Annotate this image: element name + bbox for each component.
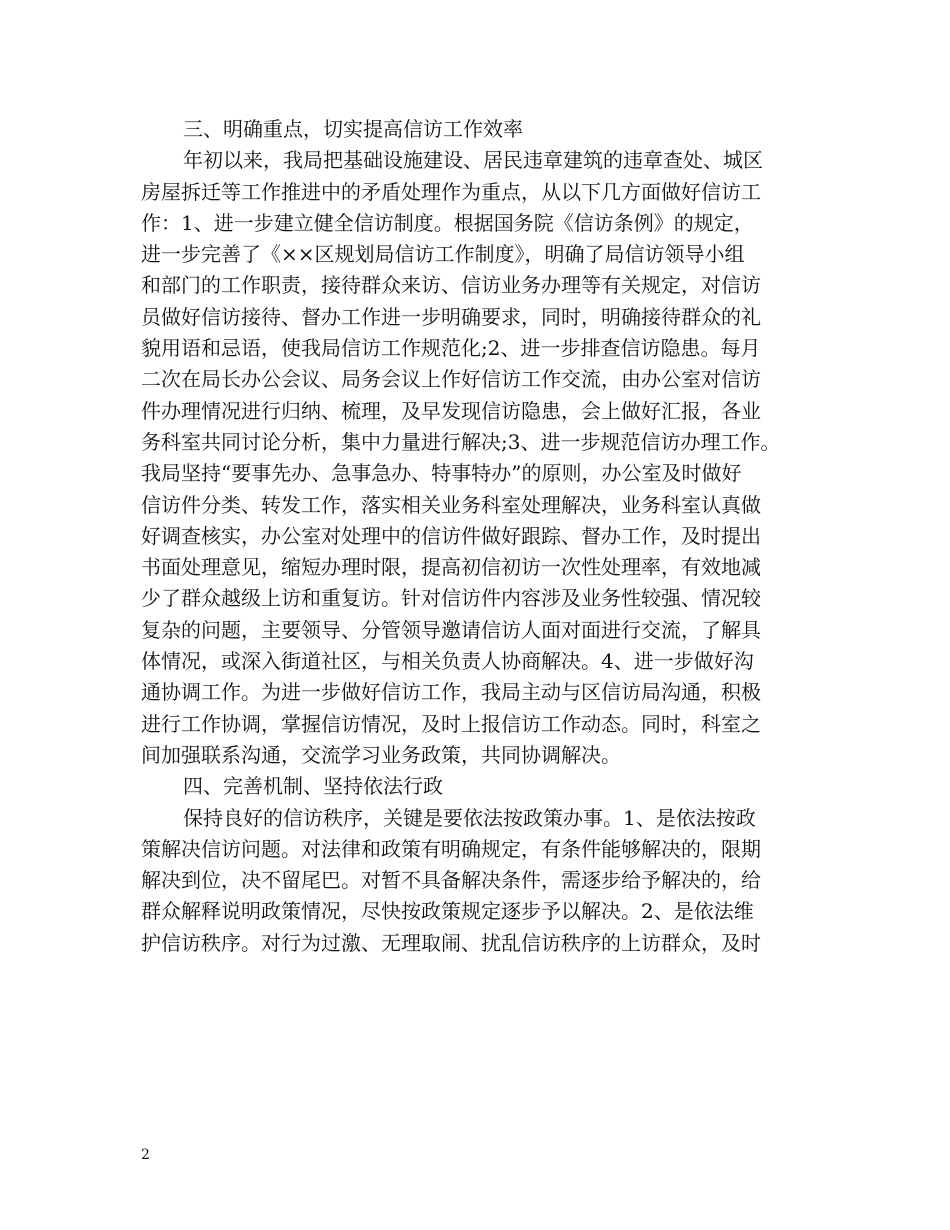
paragraph-line: 护信访秩序。对行为过激、无理取闹、扰乱信访秩序的上访群众，及时 — [141, 930, 761, 955]
paragraph-line: 通协调工作。为进一步做好信访工作，我局主动与区信访局沟通，积极 — [141, 680, 761, 705]
paragraph-line: 件办理情况进行归纳、梳理，及早发现信访隐患，会上做好汇报，各业 — [141, 398, 761, 423]
document-body — [141, 114, 821, 959]
paragraph-line: 体情况，或深入街道社区，与相关负责人协商解决。4、进一步做好沟 — [141, 649, 754, 674]
paragraph-line: 进行工作协调，掌握信访情况，及时上报信访工作动态。同时，科室之 — [141, 711, 761, 736]
paragraph-line: 貌用语和忌语，使我局信访工作规范化;2、进一步排查信访隐患。每月 — [141, 336, 761, 361]
paragraph-line: 书面处理意见，缩短办理时限，提高初信初访一次性处理率，有效地减 — [141, 555, 761, 580]
paragraph-line: 年初以来，我局把基础设施建设、居民违章建筑的违章查处、城区 — [183, 148, 763, 173]
section-heading-4: 四、完善机制、坚持依法行政 — [183, 774, 443, 799]
paragraph-line: 群众解释说明政策情况，尽快按政策规定逐步予以解决。2、是依法维 — [141, 899, 754, 924]
paragraph-line: 房屋拆迁等工作推进中的矛盾处理作为重点，从以下几方面做好信访工 — [141, 179, 761, 204]
paragraph-line: 进一步完善了《××区规划局信访工作制度》，明确了局信访领导小组 — [141, 242, 745, 267]
paragraph-line: 复杂的问题，主要领导、分管领导邀请信访人面对面进行交流，了解具 — [141, 617, 761, 642]
paragraph-line: 信访件分类、转发工作，落实相关业务科室处理解决，业务科室认真做 — [141, 492, 761, 517]
page-number: 2 — [141, 1147, 150, 1163]
paragraph-line: 和部门的工作职责，接待群众来访、信访业务办理等有关规定，对信访 — [141, 273, 761, 298]
paragraph-line: 务科室共同讨论分析，集中力量进行解决;3、进一步规范信访办理工作。 — [141, 429, 781, 454]
paragraph-line: 策解决信访问题。对法律和政策有明确规定，有条件能够解决的，限期 — [141, 836, 761, 861]
paragraph-line: 二次在局长办公会议、局务会议上作好信访工作交流，由办公室对信访 — [141, 367, 761, 392]
paragraph-line: 少了群众越级上访和重复访。针对信访件内容涉及业务性较强、情况较 — [141, 586, 761, 611]
paragraph-line: 作：1、进一步建立健全信访制度。根据国务院《信访条例》的规定， — [141, 210, 754, 235]
paragraph-line: 员做好信访接待、督办工作进一步明确要求，同时，明确接待群众的礼 — [141, 304, 761, 329]
paragraph-line: 好调查核实，办公室对处理中的信访件做好跟踪、督办工作，及时提出 — [141, 523, 761, 548]
paragraph-line: 间加强联系沟通，交流学习业务政策，共同协调解决。 — [141, 742, 621, 767]
section-heading-3: 三、明确重点，切实提高信访工作效率 — [183, 117, 523, 141]
paragraph-line: 保持良好的信访秩序，关键是要依法按政策办事。1、是依法按政 — [183, 805, 756, 830]
paragraph-line: 我局坚持“要事先办、急事急办、特事特办”的原则，办公室及时做好 — [141, 461, 742, 486]
paragraph-line: 解决到位，决不留尾巴。对暂不具备解决条件，需逐步给予解决的，给 — [141, 868, 761, 893]
